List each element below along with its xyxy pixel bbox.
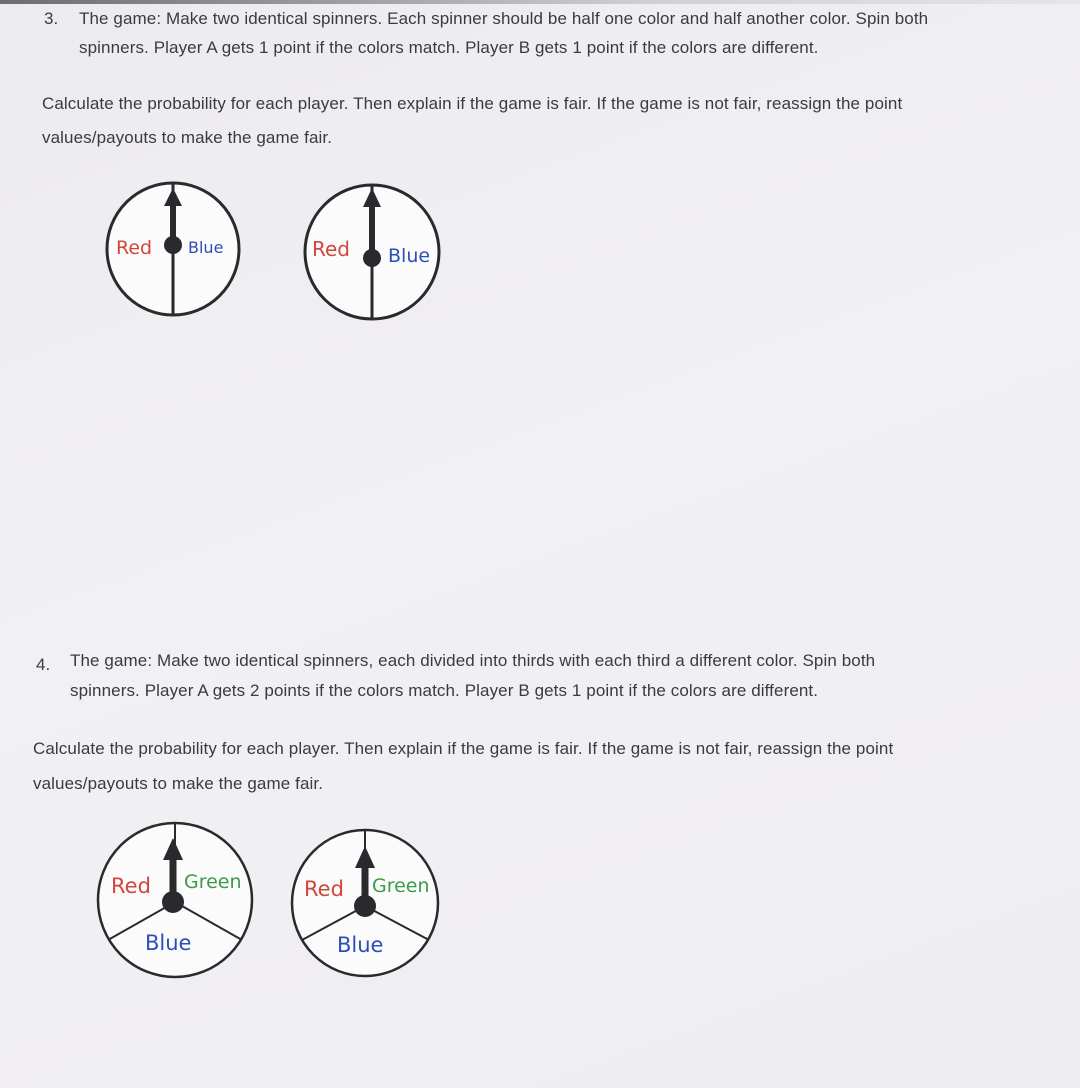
question-4-text-line-1: The game: Make two identical spinners, each divided into thirds with each third a different color. Spin both: [70, 651, 876, 670]
spinner-hub: [354, 895, 376, 917]
question-3-prompt-line-1: Calculate the probability for each player. Then explain if the game is fair. If the game is not fair, reassign the point: [42, 94, 903, 113]
spinner-hub: [363, 249, 381, 267]
spinner-hub: [162, 891, 184, 913]
spinner-label-red: Red: [111, 874, 151, 898]
question-3-spinner-2: [300, 180, 450, 325]
page-top-edge: [0, 0, 1080, 4]
spinner-label-blue: Blue: [145, 931, 192, 955]
question-3-text-line-2: spinners. Player A gets 1 point if the colors match. Player B gets 1 point if the colors are different.: [79, 38, 819, 57]
spinner-label-blue: Blue: [337, 933, 384, 957]
question-4-prompt-line-2: values/payouts to make the game fair.: [33, 774, 324, 793]
question-3-number: 3.: [44, 9, 59, 28]
spinner-label-blue: Blue: [188, 238, 224, 257]
spinner-label-blue: Blue: [388, 245, 431, 267]
question-4-text-line-2: spinners. Player A gets 2 points if the colors match. Player B gets 1 point if the colors are different.: [70, 681, 819, 700]
spinner-label-red: Red: [304, 877, 344, 901]
question-3-text-line-1: The game: Make two identical spinners. Each spinner should be half one color and half another color. Spin both: [79, 9, 929, 28]
question-4-spinner-1: [95, 820, 260, 982]
spinner-label-green: Green: [372, 875, 430, 897]
question-4-spinner-2: [290, 826, 445, 984]
spinner-label-red: Red: [312, 237, 350, 261]
spinner-label-red: Red: [116, 237, 153, 259]
question-4-number: 4.: [36, 655, 51, 674]
question-4-prompt-line-1: Calculate the probability for each player. Then explain if the game is fair. If the game is not fair, reassign the point: [33, 739, 894, 758]
spinner-hub: [164, 236, 182, 254]
question-3-spinner-1: [100, 178, 250, 318]
question-3-prompt-line-2: values/payouts to make the game fair.: [42, 128, 333, 147]
spinner-label-green: Green: [184, 871, 242, 893]
